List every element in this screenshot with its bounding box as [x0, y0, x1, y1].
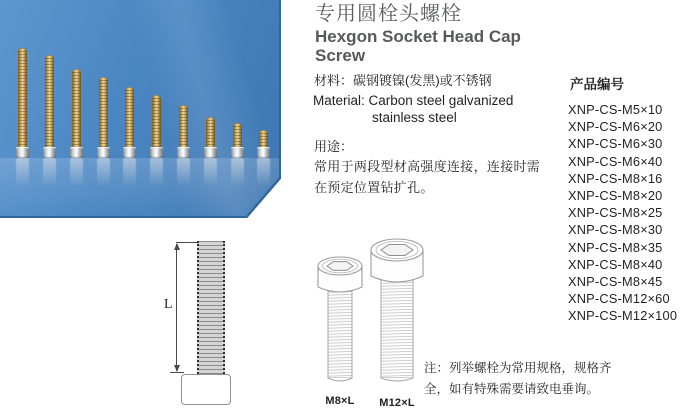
- material-line-en-2: stainless steel: [372, 110, 457, 125]
- product-code: XNP-CS-M8×30: [568, 222, 663, 238]
- product-code: XNP-CS-M8×25: [568, 205, 663, 221]
- screw-cap: [16, 147, 29, 158]
- screw-label-m8: M8×L: [325, 395, 355, 407]
- product-code: XNP-CS-M5×10: [568, 102, 663, 117]
- screw: [16, 48, 29, 158]
- screw-shaft: [125, 87, 134, 147]
- screw-cap: [43, 147, 56, 158]
- product-code: XNP-CS-M6×30: [568, 136, 663, 152]
- screw-reflection: [43, 158, 56, 192]
- note-line-1: 注：列举螺栓为常用规格，规格齐: [424, 361, 612, 375]
- screw-cap: [97, 147, 110, 158]
- note-line-2: 全，如有特殊需要请致电垂询。: [424, 382, 600, 396]
- screw: [70, 69, 83, 158]
- product-codes-heading: 产品编号: [570, 77, 624, 92]
- screw: [123, 87, 136, 158]
- usage-label: 用途：: [314, 139, 354, 154]
- screw-shaft: [259, 130, 268, 147]
- screw: [204, 117, 217, 158]
- screw-cap: [231, 147, 244, 158]
- page-title-zh: 专用圆栓头螺栓: [315, 3, 462, 25]
- usage-line-2: 在预定位置钻扩孔。: [314, 180, 434, 195]
- screw-shaft: [99, 77, 108, 147]
- screw-cap: [204, 147, 217, 158]
- screw-drawing-m8: [316, 254, 364, 407]
- product-code: XNP-CS-M8×40: [568, 256, 663, 272]
- screw-drawing-m12: [369, 236, 425, 409]
- screw-reflection: [97, 158, 110, 192]
- screw-reflection: [123, 158, 136, 192]
- screw-reflection: [70, 158, 83, 192]
- screw-reflection: [204, 158, 217, 192]
- screw-shaft: [18, 48, 27, 147]
- screw-reflection: [257, 158, 270, 192]
- product-code-list: [568, 101, 677, 325]
- screw: [177, 105, 190, 158]
- product-code: XNP-CS-M8×20: [568, 188, 663, 204]
- product-code: XNP-CS-M6×40: [568, 153, 663, 169]
- dimension-tick-bottom: [170, 372, 184, 373]
- product-photo: [0, 0, 281, 218]
- product-code: XNP-CS-M6×20: [568, 119, 663, 135]
- dimension-label: L: [164, 297, 173, 312]
- screw: [97, 77, 110, 158]
- material-line-en-1: Material: Carbon steel galvanized: [313, 93, 514, 108]
- screw-shaft: [233, 123, 242, 147]
- screw-reflection: [177, 158, 190, 192]
- screw-reflection: [16, 158, 29, 192]
- dimension-drawing: [158, 237, 253, 409]
- drawing-screw-head: [181, 374, 231, 405]
- drawing-threaded-shaft: [197, 241, 225, 374]
- product-code: XNP-CS-M12×100: [568, 308, 678, 324]
- screw-cap: [150, 147, 163, 158]
- screw-shaft: [179, 105, 188, 147]
- product-code: XNP-CS-M8×16: [568, 170, 663, 186]
- screw-shaft: [72, 69, 81, 147]
- screw-m12-illustration: [369, 236, 425, 388]
- page-title-en: Hexgon Socket Head Cap Screw: [315, 27, 521, 65]
- screw: [257, 130, 270, 158]
- dimension-line: [176, 244, 177, 371]
- screw-cap: [257, 147, 270, 158]
- screw-shaft: [206, 117, 215, 147]
- screw: [150, 95, 163, 158]
- screw: [43, 55, 56, 158]
- screw-shaft: [152, 95, 161, 147]
- screw-cap: [123, 147, 136, 158]
- screw-label-m12: M12×L: [379, 397, 415, 409]
- material-line-zh: 材料：碳钢镀镍(发黑)或不锈钢: [314, 73, 492, 88]
- screw-m8-illustration: [316, 254, 364, 386]
- screw-reflection: [150, 158, 163, 192]
- product-code: XNP-CS-M12×60: [568, 291, 670, 307]
- screw-cap: [70, 147, 83, 158]
- screw-cap: [177, 147, 190, 158]
- product-code: XNP-CS-M8×35: [568, 239, 663, 255]
- screw-shaft: [45, 55, 54, 147]
- screws-row: [0, 0, 279, 216]
- product-code: XNP-CS-M8×45: [568, 274, 663, 290]
- screw-reflection: [231, 158, 244, 192]
- screw: [231, 123, 244, 158]
- usage-line-1: 常用于两段型材高强度连接，连接时需: [314, 159, 541, 174]
